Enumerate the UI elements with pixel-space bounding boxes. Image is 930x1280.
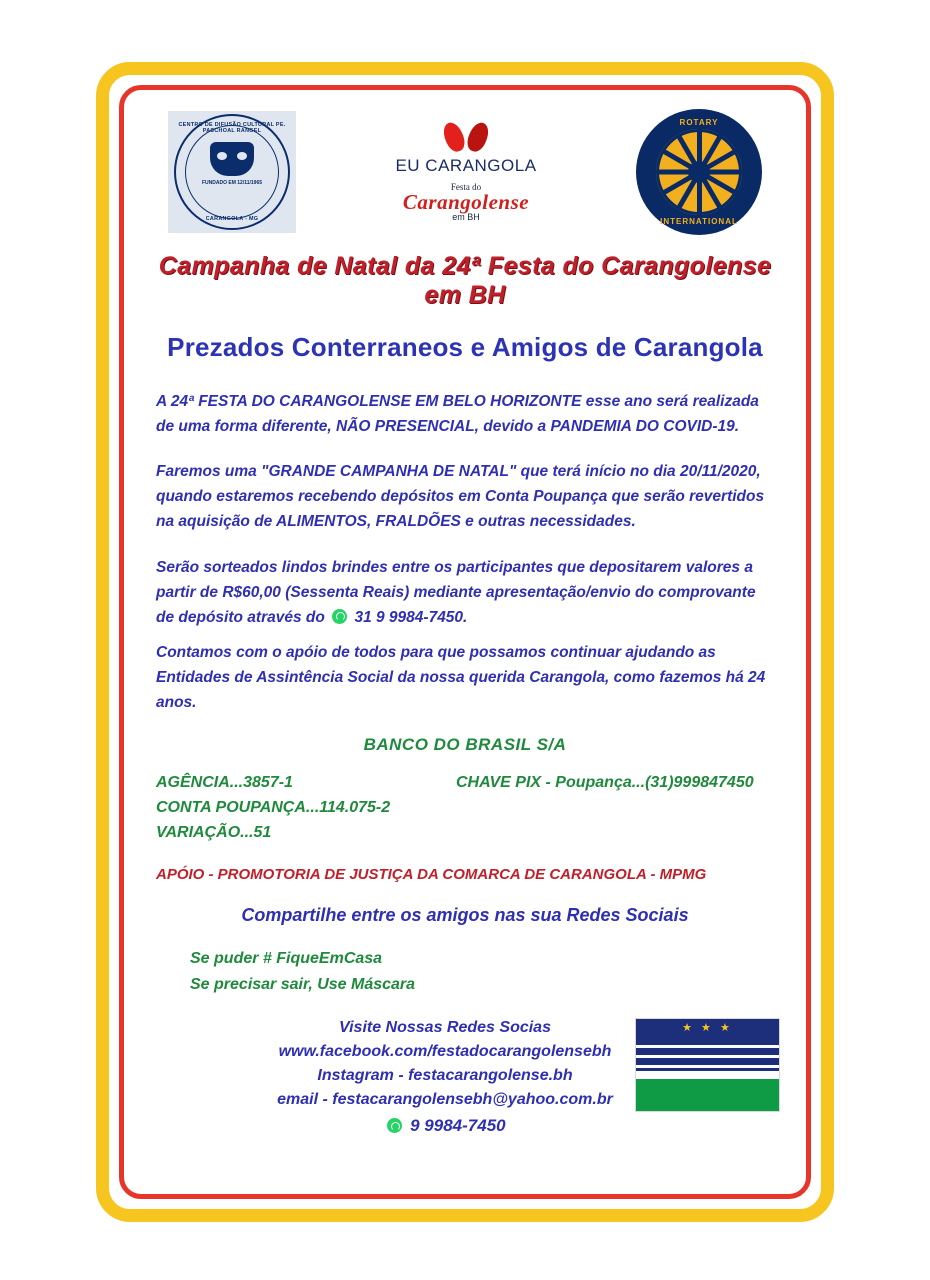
whatsapp-phone: 31 9 9984-7450. <box>354 608 468 626</box>
whatsapp-icon <box>332 609 347 624</box>
paragraph-3 <box>156 555 776 630</box>
poster-content <box>124 90 806 1194</box>
rotary-top-label: ROTARY <box>679 118 719 127</box>
footer-whatsapp <box>146 1116 784 1136</box>
paragraph-3-text: Serão sorteados lindos brindes entre os participantes que depositarem valores a partir de R$60,00 (Sessenta Reais) mediante apresentação/envio do comprovante de depósito através do <box>156 558 756 626</box>
poster-inner-border <box>119 85 811 1199</box>
poster-outer-border <box>96 62 834 1222</box>
eu-label: EU <box>395 156 421 175</box>
apoio-line: APÓIO - PROMOTORIA DE JUSTIÇA DA COMARCA DE CARANGOLA - MPMG <box>156 865 707 883</box>
variacao-value: VARIAÇÃO...51 <box>156 823 272 841</box>
share-line: Compartilhe entre os amigos nas sua Redes Sociais <box>241 904 689 925</box>
rotary-international-logo <box>636 109 762 235</box>
agencia-value: AGÊNCIA...3857-1 <box>156 774 293 792</box>
eu-carangola-logo <box>361 122 571 222</box>
chave-pix-value: CHAVE PIX - Poupança...(31)999847450 <box>456 774 754 792</box>
heart-icon <box>443 122 489 154</box>
facebook-link[interactable]: www.facebook.com/festadocarangolensebh <box>278 1043 612 1061</box>
flag-stripe-2 <box>636 1055 779 1058</box>
seal-top-label: CENTRO DE DIFUSÃO CULTURAL PE. PASCHOAL RANGEL <box>178 122 286 134</box>
theater-masks-icon <box>210 142 254 176</box>
flag-stripe-3 <box>636 1065 779 1068</box>
fique-em-casa-line: Se puder # FiqueEmCasa <box>190 949 383 967</box>
page-subtitle: Prezados Conterraneos e Amigos de Carangola <box>167 332 763 362</box>
bank-row-agencia <box>156 771 784 796</box>
conta-poupanca-value: CONTA POUPANÇA...114.075-2 <box>156 799 391 816</box>
flag-bottom-field <box>636 1079 779 1111</box>
instagram-link[interactable]: Instagram - festacarangolense.bh <box>317 1067 573 1085</box>
footer-whatsapp-number: 9 9984-7450 <box>410 1116 506 1136</box>
carangola-flag-icon <box>635 1018 780 1112</box>
eu-carangola-wordmark <box>361 157 571 174</box>
page-title: Campanha de Natal da 24ª Festa do Carangolense em BH <box>158 252 772 309</box>
footer <box>146 1016 784 1146</box>
em-bh-label: em BH <box>452 212 480 222</box>
footer-heading: Visite Nossas Redes Socias <box>339 1019 551 1037</box>
flag-stripe-1 <box>636 1045 779 1048</box>
seal-bottom-label: CARANGOLA - MG <box>205 216 259 222</box>
logo-row <box>146 106 784 238</box>
carangola-label: CARANGOLA <box>425 156 537 175</box>
bank-name: BANCO DO BRASIL S/A <box>363 735 567 755</box>
safety-messages <box>190 946 784 999</box>
rotary-bottom-label: INTERNATIONAL <box>660 217 738 226</box>
seal-circle-icon <box>174 114 290 230</box>
use-mascara-line: Se precisar sair, Use Máscara <box>190 975 416 993</box>
whatsapp-icon-footer <box>387 1118 402 1133</box>
seal-founded-label: FUNDADO EM 12/11/1965 <box>201 180 263 186</box>
paragraph-1: A 24ª FESTA DO CARANGOLENSE EM BELO HORIZONTE esse ano será realizada de uma forma diferente, NÃO PRESENCIAL, devido a PANDEMIA DO COVID-19. <box>156 393 759 436</box>
festa-do-label: Festa do <box>450 182 482 192</box>
centro-difusao-cultural-logo <box>168 111 296 233</box>
paragraph-2: Faremos uma "GRANDE CAMPANHA DE NATAL" que terá início no dia 20/11/2020, quando estaremos recebendo depósitos em Conta Poupança que serão revertidos na aquisição de ALIMENTOS, FRALDÕES e outras necessidades. <box>156 463 765 531</box>
flag-stars: ★ ★ ★ <box>682 1022 733 1035</box>
carangolense-label: Carangolense <box>402 190 530 214</box>
email-link[interactable]: email - festacarangolensebh@yahoo.com.br <box>277 1091 613 1109</box>
bank-details <box>156 771 784 845</box>
paragraph-4: Contamos com o apóio de todos para que possamos continuar ajudando as Entidades de Assintência Social da nossa querida Carangola, como fazemos há 24 anos. <box>156 643 766 712</box>
rotary-wheel-icon <box>656 129 742 215</box>
